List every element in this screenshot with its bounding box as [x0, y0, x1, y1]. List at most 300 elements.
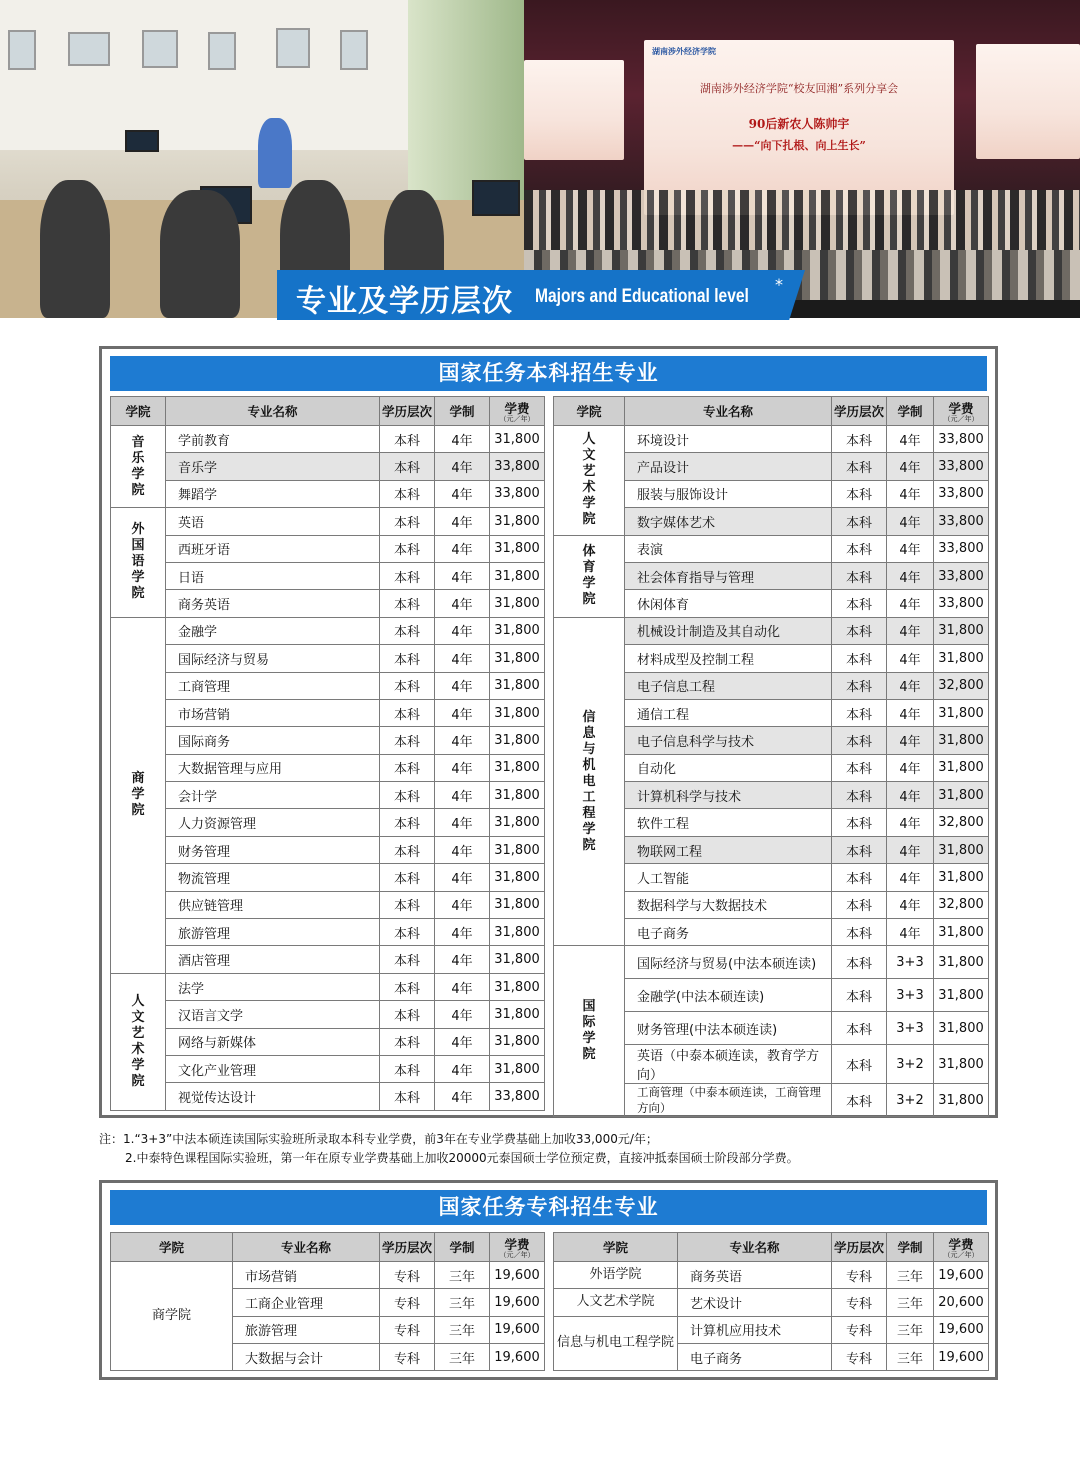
major-level: 本科	[832, 891, 887, 918]
college-cell	[111, 1262, 233, 1371]
major-fee: 31,800	[490, 864, 545, 891]
major-years: 4年	[887, 672, 934, 699]
table-row	[554, 1316, 989, 1343]
major-level: 本科	[380, 946, 435, 973]
major-fee: 19,600	[934, 1316, 989, 1343]
header-fee-unit: （元／年）	[499, 1250, 535, 1259]
major-name: 电子信息科学与技术	[625, 727, 832, 754]
table-row	[111, 590, 545, 617]
major-years: 三年	[435, 1289, 490, 1316]
major-years: 4年	[435, 1083, 490, 1110]
major-years: 4年	[887, 836, 934, 863]
major-name: 国际经济与贸易(中法本硕连读)	[625, 946, 832, 979]
major-years: 4年	[435, 535, 490, 562]
table-row	[111, 836, 545, 863]
major-fee: 31,800	[490, 727, 545, 754]
major-years: 4年	[887, 782, 934, 809]
major-years: 4年	[887, 645, 934, 672]
major-level: 本科	[380, 1055, 435, 1082]
college-cell	[554, 535, 625, 617]
major-fee: 31,800	[490, 1001, 545, 1028]
major-level: 本科	[380, 699, 435, 726]
major-name: 旅游管理	[233, 1316, 380, 1343]
major-years: 4年	[887, 508, 934, 535]
table-row	[111, 1028, 545, 1055]
major-fee: 31,800	[934, 864, 989, 891]
major-years: 4年	[435, 426, 490, 453]
screen-logo: 湖南涉外经济学院	[652, 47, 716, 56]
major-years: 3+3	[887, 946, 934, 979]
major-level: 本科	[832, 919, 887, 946]
major-name: 市场营销	[233, 1262, 380, 1289]
major-level: 本科	[380, 836, 435, 863]
bachelor-table-right	[553, 396, 989, 1117]
major-fee: 19,600	[490, 1289, 545, 1316]
major-years: 4年	[887, 562, 934, 589]
table-row	[111, 562, 545, 589]
college-name: 人文艺术学院	[576, 1294, 655, 1310]
header-level: 学历层次	[380, 1233, 435, 1262]
major-level: 本科	[832, 672, 887, 699]
major-name: 工商管理	[166, 672, 380, 699]
major-name: 商务英语	[678, 1262, 832, 1289]
major-fee: 33,800	[934, 453, 989, 480]
major-level: 本科	[832, 1012, 887, 1045]
major-fee: 33,800	[490, 453, 545, 480]
major-fee: 31,800	[934, 754, 989, 781]
major-years: 4年	[435, 727, 490, 754]
major-name: 人力资源管理	[166, 809, 380, 836]
major-name: 社会体育指导与管理	[625, 562, 832, 589]
major-level: 本科	[832, 1045, 887, 1084]
major-name: 工商企业管理	[233, 1289, 380, 1316]
major-fee: 32,800	[934, 809, 989, 836]
major-fee: 31,800	[490, 891, 545, 918]
table-row	[111, 946, 545, 973]
table-row	[554, 426, 989, 453]
college-cell	[554, 617, 625, 946]
banner-title-zh: 专业及学历层次	[296, 285, 513, 318]
major-name: 供应链管理	[166, 891, 380, 918]
header-major: 专业名称	[166, 397, 380, 426]
major-level: 本科	[832, 535, 887, 562]
major-name: 电子信息工程	[625, 672, 832, 699]
table-row	[111, 672, 545, 699]
major-level: 本科	[832, 727, 887, 754]
major-level: 专科	[380, 1316, 435, 1343]
major-level: 本科	[832, 864, 887, 891]
major-name: 金融学(中法本硕连读)	[625, 979, 832, 1012]
major-name: 服装与服饰设计	[625, 480, 832, 507]
major-years: 4年	[887, 919, 934, 946]
college-cell	[554, 946, 625, 1117]
major-name: 大数据管理与应用	[166, 754, 380, 781]
major-fee: 31,800	[490, 508, 545, 535]
major-fee: 31,800	[490, 809, 545, 836]
major-years: 3+3	[887, 979, 934, 1012]
header-fee-label: 学费	[504, 1236, 530, 1252]
major-name: 视觉传达设计	[166, 1083, 380, 1110]
header-fee-label: 学费	[948, 1236, 974, 1252]
major-level: 本科	[832, 754, 887, 781]
major-level: 本科	[380, 480, 435, 507]
major-name: 通信工程	[625, 699, 832, 726]
header-years: 学制	[887, 1233, 934, 1262]
header-fee-label: 学费	[948, 400, 974, 416]
major-fee: 31,800	[934, 1045, 989, 1084]
major-fee: 31,800	[490, 562, 545, 589]
major-level: 本科	[832, 562, 887, 589]
major-years: 4年	[887, 617, 934, 644]
major-fee: 33,800	[934, 562, 989, 589]
table-row	[111, 1055, 545, 1082]
header-fee	[490, 1233, 545, 1262]
associate-table-left	[110, 1232, 545, 1371]
major-years: 3+3	[887, 1012, 934, 1045]
header-fee-unit: （元／年）	[499, 414, 535, 423]
college-name: 体育学院	[582, 544, 596, 608]
major-level: 本科	[832, 836, 887, 863]
major-years: 三年	[887, 1289, 934, 1316]
major-years: 4年	[435, 699, 490, 726]
major-years: 4年	[435, 782, 490, 809]
major-fee: 33,800	[490, 480, 545, 507]
college-name: 信息与机电工程学院	[556, 1335, 674, 1351]
major-name: 财务管理	[166, 836, 380, 863]
major-name: 国际商务	[166, 727, 380, 754]
major-fee: 31,800	[934, 645, 989, 672]
major-fee: 19,600	[490, 1316, 545, 1343]
header-major: 专业名称	[625, 397, 832, 426]
header-college: 学院	[111, 397, 166, 426]
footnotes	[99, 1130, 799, 1168]
major-level: 本科	[380, 1028, 435, 1055]
major-years: 4年	[435, 973, 490, 1000]
major-name: 酒店管理	[166, 946, 380, 973]
major-years: 4年	[435, 480, 490, 507]
major-name: 计算机应用技术	[678, 1316, 832, 1343]
major-years: 4年	[435, 919, 490, 946]
major-fee: 33,800	[934, 480, 989, 507]
banner-star: *	[775, 275, 783, 294]
header-years: 学制	[887, 397, 934, 426]
major-fee: 33,800	[934, 535, 989, 562]
major-fee: 19,600	[934, 1262, 989, 1289]
major-name: 自动化	[625, 754, 832, 781]
major-name: 英语	[166, 508, 380, 535]
major-fee: 31,800	[934, 919, 989, 946]
major-name: 金融学	[166, 617, 380, 644]
major-level: 本科	[380, 426, 435, 453]
major-fee: 19,600	[934, 1343, 989, 1370]
major-years: 4年	[887, 426, 934, 453]
major-name: 休闲体育	[625, 590, 832, 617]
major-years: 4年	[435, 809, 490, 836]
major-level: 本科	[380, 508, 435, 535]
major-years: 4年	[435, 891, 490, 918]
major-name: 文化产业管理	[166, 1055, 380, 1082]
major-years: 4年	[887, 699, 934, 726]
major-name: 计算机科学与技术	[625, 782, 832, 809]
major-years: 4年	[435, 754, 490, 781]
major-fee: 31,800	[490, 426, 545, 453]
header-fee	[934, 397, 989, 426]
screen-line3: ——“向下扎根、向上生长”	[732, 139, 866, 152]
major-level: 本科	[380, 782, 435, 809]
major-fee: 31,800	[934, 979, 989, 1012]
header-college: 学院	[554, 397, 625, 426]
major-name: 商务英语	[166, 590, 380, 617]
major-fee: 31,800	[934, 836, 989, 863]
major-level: 本科	[380, 973, 435, 1000]
major-years: 4年	[435, 864, 490, 891]
major-fee: 31,800	[934, 1012, 989, 1045]
college-name: 信息与机电工程学院	[582, 709, 596, 853]
table-row	[111, 754, 545, 781]
major-years: 三年	[887, 1343, 934, 1370]
major-years: 三年	[887, 1316, 934, 1343]
major-fee: 31,800	[490, 699, 545, 726]
major-fee: 31,800	[490, 782, 545, 809]
major-level: 本科	[832, 782, 887, 809]
table-row	[111, 645, 545, 672]
major-level: 本科	[380, 645, 435, 672]
college-cell	[111, 426, 166, 508]
college-cell	[111, 617, 166, 973]
major-fee: 31,800	[934, 617, 989, 644]
college-cell	[111, 973, 166, 1110]
major-fee: 31,800	[490, 617, 545, 644]
header-fee-unit: （元／年）	[943, 414, 979, 423]
major-level: 本科	[380, 590, 435, 617]
major-name: 学前教育	[166, 426, 380, 453]
table-row	[111, 508, 545, 535]
table-row	[554, 946, 989, 979]
table-row	[554, 535, 989, 562]
major-years: 三年	[435, 1316, 490, 1343]
major-level: 本科	[832, 453, 887, 480]
major-level: 本科	[832, 426, 887, 453]
bachelor-panel	[99, 346, 998, 1118]
major-name: 财务管理(中法本硕连读)	[625, 1012, 832, 1045]
college-cell	[111, 508, 166, 618]
major-years: 4年	[887, 864, 934, 891]
major-name: 会计学	[166, 782, 380, 809]
header-level: 学历层次	[832, 397, 887, 426]
major-fee: 32,800	[934, 672, 989, 699]
major-fee: 33,800	[934, 508, 989, 535]
major-level: 本科	[380, 919, 435, 946]
major-name: 汉语言文学	[166, 1001, 380, 1028]
major-level: 专科	[832, 1343, 887, 1370]
major-years: 4年	[435, 562, 490, 589]
college-name: 商学院	[151, 1308, 191, 1324]
major-years: 4年	[435, 836, 490, 863]
college-name: 国际学院	[582, 999, 596, 1063]
major-fee: 31,800	[490, 535, 545, 562]
associate-panel	[99, 1180, 998, 1380]
college-name: 外语学院	[589, 1267, 642, 1283]
major-years: 4年	[435, 508, 490, 535]
header-fee-label: 学费	[504, 400, 530, 416]
table-row	[111, 1001, 545, 1028]
header-level: 学历层次	[832, 1233, 887, 1262]
table-row	[111, 453, 545, 480]
major-years: 三年	[435, 1343, 490, 1370]
major-fee: 31,800	[490, 919, 545, 946]
major-years: 三年	[435, 1262, 490, 1289]
major-name: 产品设计	[625, 453, 832, 480]
major-level: 本科	[832, 809, 887, 836]
major-name: 艺术设计	[678, 1289, 832, 1316]
major-level: 本科	[832, 617, 887, 644]
major-level: 专科	[380, 1289, 435, 1316]
major-fee: 19,600	[490, 1262, 545, 1289]
major-fee: 31,800	[490, 973, 545, 1000]
table-row	[554, 1289, 989, 1316]
associate-title: 国家任务专科招生专业	[110, 1190, 987, 1225]
header-level: 学历层次	[380, 397, 435, 426]
college-name: 音乐学院	[131, 434, 145, 498]
header-fee-unit: （元／年）	[943, 1250, 979, 1259]
major-level: 本科	[380, 727, 435, 754]
associate-table-right	[553, 1232, 989, 1371]
major-years: 4年	[887, 809, 934, 836]
table-row	[111, 809, 545, 836]
major-level: 专科	[380, 1343, 435, 1370]
major-name: 电子商务	[678, 1343, 832, 1370]
major-fee: 31,800	[490, 590, 545, 617]
major-fee: 33,800	[934, 590, 989, 617]
college-name: 人文艺术学院	[582, 432, 596, 528]
major-years: 4年	[887, 727, 934, 754]
table-row	[111, 782, 545, 809]
bachelor-title: 国家任务本科招生专业	[110, 356, 987, 391]
major-years: 4年	[435, 1028, 490, 1055]
major-years: 3+2	[887, 1084, 934, 1117]
major-level: 本科	[832, 946, 887, 979]
college-cell	[554, 1316, 678, 1371]
table-row	[111, 973, 545, 1000]
bachelor-table-left	[110, 396, 545, 1111]
major-name: 物流管理	[166, 864, 380, 891]
major-fee: 31,800	[934, 946, 989, 979]
major-fee: 31,800	[490, 1055, 545, 1082]
major-fee: 31,800	[490, 836, 545, 863]
table-row	[111, 864, 545, 891]
header-years: 学制	[435, 397, 490, 426]
major-level: 专科	[832, 1316, 887, 1343]
major-years: 4年	[435, 617, 490, 644]
major-level: 本科	[832, 979, 887, 1012]
major-years: 4年	[887, 535, 934, 562]
major-years: 3+2	[887, 1045, 934, 1084]
major-level: 本科	[832, 699, 887, 726]
major-name: 电子商务	[625, 919, 832, 946]
major-level: 本科	[832, 645, 887, 672]
major-fee: 20,600	[934, 1289, 989, 1316]
header-years: 学制	[435, 1233, 490, 1262]
college-name: 外国语学院	[131, 522, 145, 602]
major-level: 本科	[380, 617, 435, 644]
major-level: 本科	[832, 590, 887, 617]
major-years: 4年	[435, 1001, 490, 1028]
major-name: 音乐学	[166, 453, 380, 480]
major-name: 市场营销	[166, 699, 380, 726]
major-name: 数据科学与大数据技术	[625, 891, 832, 918]
screen-line2: 90后新农人陈帅宇	[748, 117, 850, 131]
major-level: 本科	[380, 864, 435, 891]
major-level: 本科	[380, 535, 435, 562]
major-name: 表演	[625, 535, 832, 562]
major-fee: 31,800	[490, 672, 545, 699]
major-fee: 19,600	[490, 1343, 545, 1370]
banner-title-en: Majors and Educational level	[535, 286, 749, 307]
major-fee: 31,800	[934, 727, 989, 754]
major-years: 4年	[435, 453, 490, 480]
header-major: 专业名称	[678, 1233, 832, 1262]
major-name: 机械设计制造及其自动化	[625, 617, 832, 644]
major-name: 舞蹈学	[166, 480, 380, 507]
major-level: 本科	[380, 809, 435, 836]
major-years: 4年	[887, 453, 934, 480]
major-name: 数字媒体艺术	[625, 508, 832, 535]
table-row	[111, 480, 545, 507]
major-years: 三年	[887, 1262, 934, 1289]
major-level: 专科	[380, 1262, 435, 1289]
major-name: 日语	[166, 562, 380, 589]
footnote-1: 注：1.“3+3”中法本硕连读国际实验班所录取本科专业学费，前3年在专业学费基础上加收33,000元/年；	[99, 1132, 658, 1146]
college-name: 人文艺术学院	[131, 993, 145, 1089]
header-fee	[934, 1233, 989, 1262]
major-years: 4年	[887, 754, 934, 781]
major-level: 本科	[380, 672, 435, 699]
major-name: 人工智能	[625, 864, 832, 891]
major-fee: 31,800	[934, 699, 989, 726]
major-fee: 31,800	[490, 1028, 545, 1055]
stage-screen	[644, 40, 954, 215]
major-name: 英语（中泰本硕连读，教育学方向）	[625, 1045, 832, 1084]
major-level: 专科	[832, 1262, 887, 1289]
college-cell	[554, 1289, 678, 1316]
header-college: 学院	[111, 1233, 233, 1262]
major-fee: 32,800	[934, 891, 989, 918]
table-row	[111, 1262, 545, 1289]
header-fee	[490, 397, 545, 426]
header-college: 学院	[554, 1233, 678, 1262]
major-level: 本科	[380, 453, 435, 480]
major-name: 工商管理（中泰本硕连读，工商管理方向）	[625, 1084, 832, 1117]
major-fee: 31,800	[490, 946, 545, 973]
major-level: 本科	[832, 1084, 887, 1117]
major-level: 本科	[380, 1083, 435, 1110]
major-level: 本科	[380, 1001, 435, 1028]
major-name: 软件工程	[625, 809, 832, 836]
major-level: 本科	[832, 480, 887, 507]
major-fee: 31,800	[934, 782, 989, 809]
screen-line1: 湖南涉外经济学院“校友回湘”系列分享会	[699, 82, 899, 95]
table-row	[111, 727, 545, 754]
major-name: 西班牙语	[166, 535, 380, 562]
major-level: 本科	[380, 754, 435, 781]
major-level: 本科	[380, 891, 435, 918]
header-major: 专业名称	[233, 1233, 380, 1262]
college-cell	[554, 426, 625, 536]
major-name: 旅游管理	[166, 919, 380, 946]
major-fee: 33,800	[934, 426, 989, 453]
major-years: 4年	[435, 645, 490, 672]
major-level: 专科	[832, 1289, 887, 1316]
